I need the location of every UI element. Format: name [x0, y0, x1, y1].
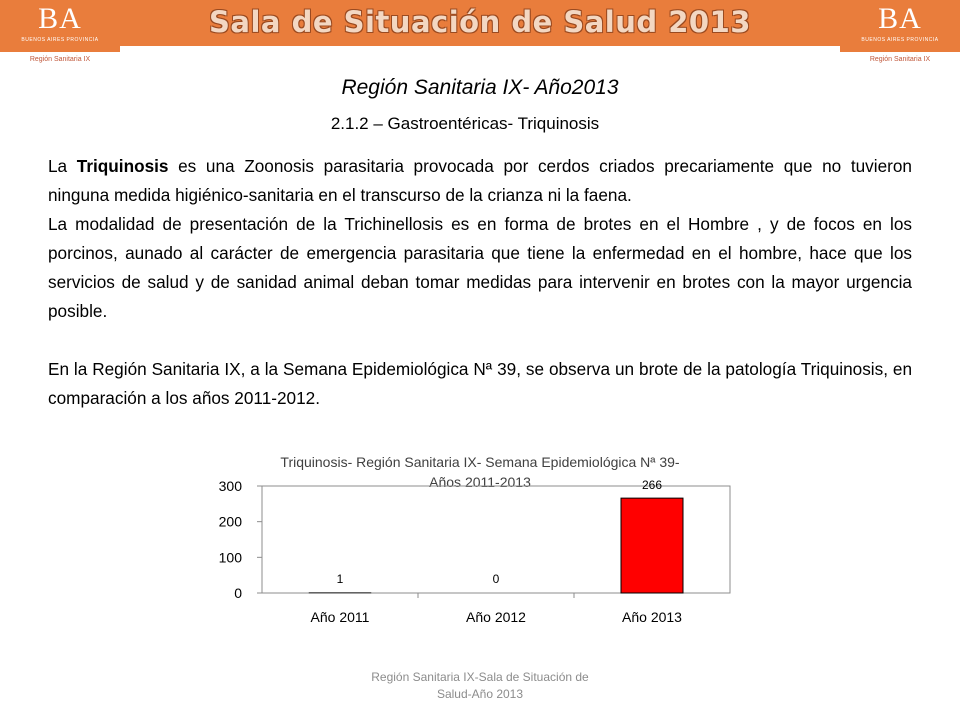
disease-name: Triquinosis — [76, 156, 169, 176]
x-tick-label: Año 2012 — [466, 609, 526, 625]
data-label: 0 — [492, 572, 500, 586]
paragraph-gap — [48, 326, 912, 355]
y-tick-label: 200 — [218, 513, 242, 530]
logo-text: BA — [878, 2, 922, 35]
footer-line1: Región Sanitaria IX-Sala de Situación de — [371, 670, 589, 684]
section-title: 2.1.2 – Gastroentéricas- Triquinosis — [330, 114, 600, 133]
chart-plot-area — [219, 478, 730, 625]
x-tick-label: Año 2013 — [622, 609, 682, 625]
logo-region: Región Sanitaria IX — [840, 52, 960, 68]
data-label: 266 — [641, 478, 663, 493]
chart-title-line1: Triquinosis- Región Sanitaria IX- Semana Epidemiológica Nª 39- — [280, 454, 680, 470]
x-tick-label: Año 2011 — [310, 609, 370, 625]
logo-subtitle: BUENOS AIRES PROVINCIA — [861, 37, 939, 43]
footer-line2: Salud-Año 2013 — [436, 687, 524, 701]
footer — [300, 669, 660, 703]
header — [0, 0, 960, 68]
bar-chart — [200, 448, 760, 648]
header-band — [120, 0, 840, 46]
y-tick-label: 300 — [218, 478, 242, 494]
logo-region: Región Sanitaria IX — [0, 52, 120, 68]
bar — [621, 498, 683, 593]
data-label: 1 — [336, 572, 344, 586]
intro-prefix: La — [48, 156, 77, 176]
chart-title-line2: Años 2011-2013 — [429, 474, 531, 490]
y-tick-label: 0 — [234, 585, 242, 601]
body-text — [48, 152, 912, 413]
ba-logo-right — [840, 0, 960, 68]
intro-text: es una Zoonosis parasitaria provocada por cerdos criados precariamente que no tuvieron ninguna medida higiénico-sanitaria en el transcurso de la crianza ni la faena. — [48, 156, 912, 205]
ba-logo-left — [0, 0, 120, 68]
region-title: Región Sanitaria IX- Año2013 — [341, 76, 619, 99]
logo-subtitle: BUENOS AIRES PROVINCIA — [21, 37, 99, 43]
y-tick-label: 100 — [218, 549, 242, 566]
logo-text: BA — [38, 2, 82, 35]
paragraph-outbreak: En la Región Sanitaria IX, a la Semana Epidemiológica Nª 39, se observa un brote de la patología Triquinosis, en comparación a los años 2011-2012. — [48, 359, 912, 408]
header-title: Sala de Situación de Salud 2013 — [209, 5, 751, 39]
paragraph-presentation: La modalidad de presentación de la Trichinellosis es en forma de brotes en el Hombre , y de focos en los porcinos, aunado al carácter de emergencia parasitaria que tiene la enfermedad en el hombre, hace que los servicios de salud y de sanidad animal deban tomar medidas para intervenir en brotes con la mayor urgencia posible. — [48, 214, 912, 321]
paragraph-intro — [48, 152, 912, 210]
